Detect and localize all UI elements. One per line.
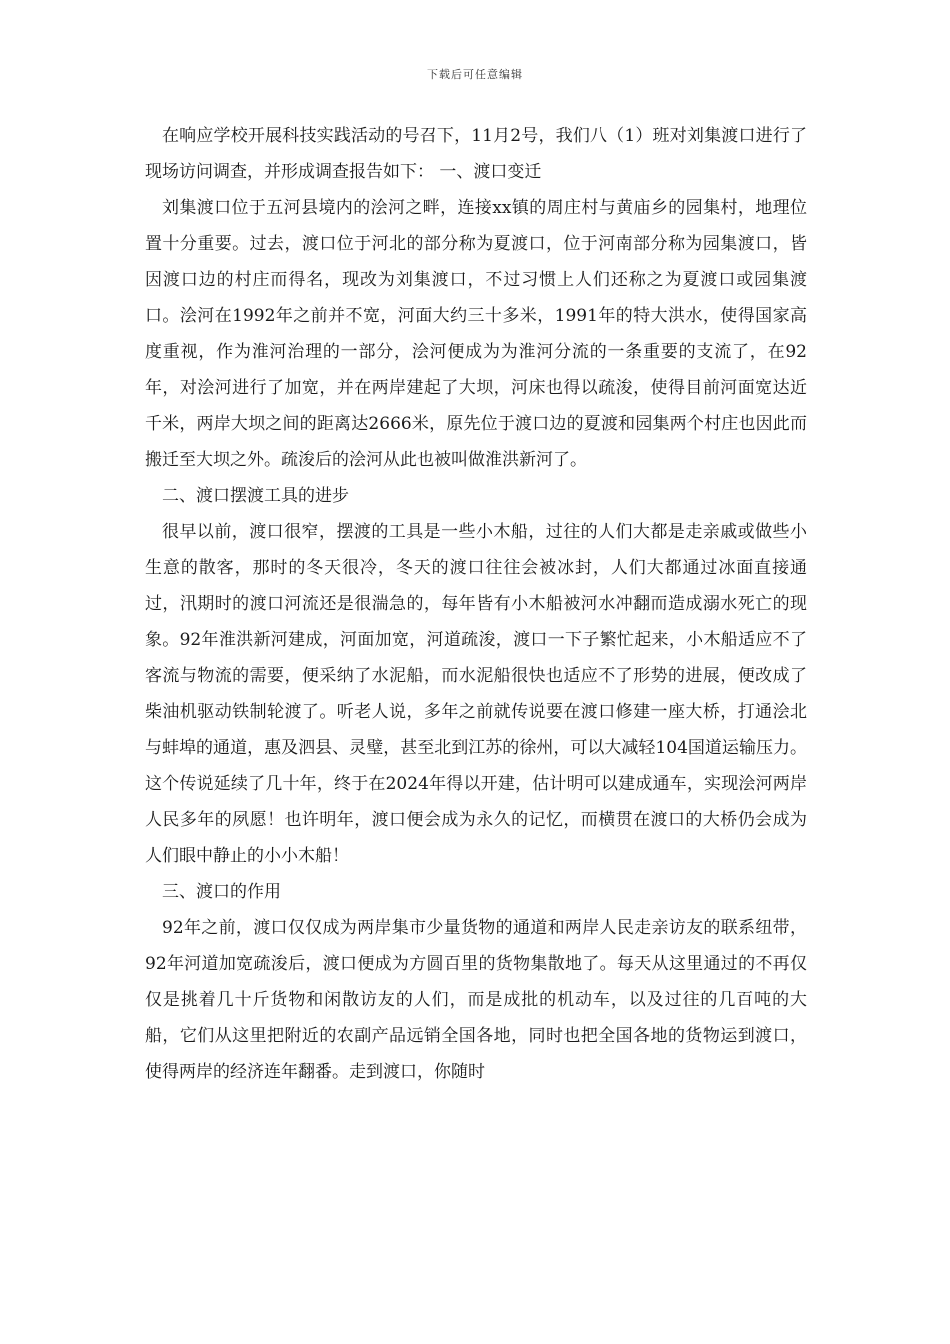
section-heading-tools: 二、渡口摆渡工具的进步 xyxy=(162,486,349,506)
paragraph-intro: 在响应学校开展科技实践活动的号召下，11月2号，我们八（1）班对刘集渡口进行了现场访问调查，并形成调查报告如下： 一、渡口变迁 xyxy=(145,126,807,182)
paragraph-ferry-history: 刘集渡口位于五河县境内的浍河之畔，连接xx镇的周庄村与黄庙乡的园集村，地理位置十分重要。过去，渡口位于河北的部分称为夏渡口，位于河南部分称为园集渡口，皆因渡口边的村庄而得名，现改为刘集渡口，不过习惯上人们还称之为夏渡口或园集渡口。浍河在1992年之前并不宽，河面大约三十多米，1991年的特大洪水，使得国家高度重视，作为淮河治理的一部分，浍河便成为为淮河分流的一条重要的支流了，在92年，对浍河进行了加宽，并在两岸建起了大坝，河床也得以疏浚，使得目前河面宽达近千米，两岸大坝之间的距离达2666米，原先位于渡口边的夏渡和园集两个村庄也因此而搬迁至大坝之外。疏浚后的浍河从此也被叫做淮洪新河了。 xyxy=(145,198,807,470)
paragraph-ferry-tools: 很早以前，渡口很窄，摆渡的工具是一些小木船，过往的人们大都是走亲戚或做些小生意的散客，那时的冬天很冷，冬天的渡口往往会被冰封，人们大都通过冰面直接通过，汛期时的渡口河流还是很湍急的，每年皆有小木船被河水冲翻而造成溺水死亡的现象。92年淮洪新河建成，河面加宽，河道疏浚，渡口一下子繁忙起来，小木船适应不了客流与物流的需要，便采纳了水泥船，而水泥船很快也适应不了形势的进展，便改成了柴油机驱动铁制轮渡了。听老人说，多年之前就传说要在渡口修建一座大桥，打通浍北与蚌埠的通道，惠及泗县、灵璧，甚至北到江苏的徐州，可以大减轻104国道运输压力。这个传说延续了几十年，终于在2024年得以开建，估计明可以建成通车，实现浍河两岸人民多年的夙愿！也许明年，渡口便会成为永久的记忆，而横贯在渡口的大桥仍会成为人们眼中静止的小小木船！ xyxy=(145,522,807,866)
document-body xyxy=(145,118,807,1090)
paragraph-ferry-role: 92年之前，渡口仅仅成为两岸集市少量货物的通道和两岸人民走亲访友的联系纽带，92年河道加宽疏浚后，渡口便成为方圆百里的货物集散地了。每天从这里通过的不再仅仅是挑着几十斤货物和闲散访友的人们，而是成批的机动车，以及过往的几百吨的大船，它们从这里把附近的农副产品远销全国各地，同时也把全国各地的货物运到渡口，使得两岸的经济连年翻番。走到渡口，你随时 xyxy=(145,918,807,1082)
page-header: 下载后可任意编辑 xyxy=(427,68,523,81)
section-heading-role: 三、渡口的作用 xyxy=(162,882,281,902)
